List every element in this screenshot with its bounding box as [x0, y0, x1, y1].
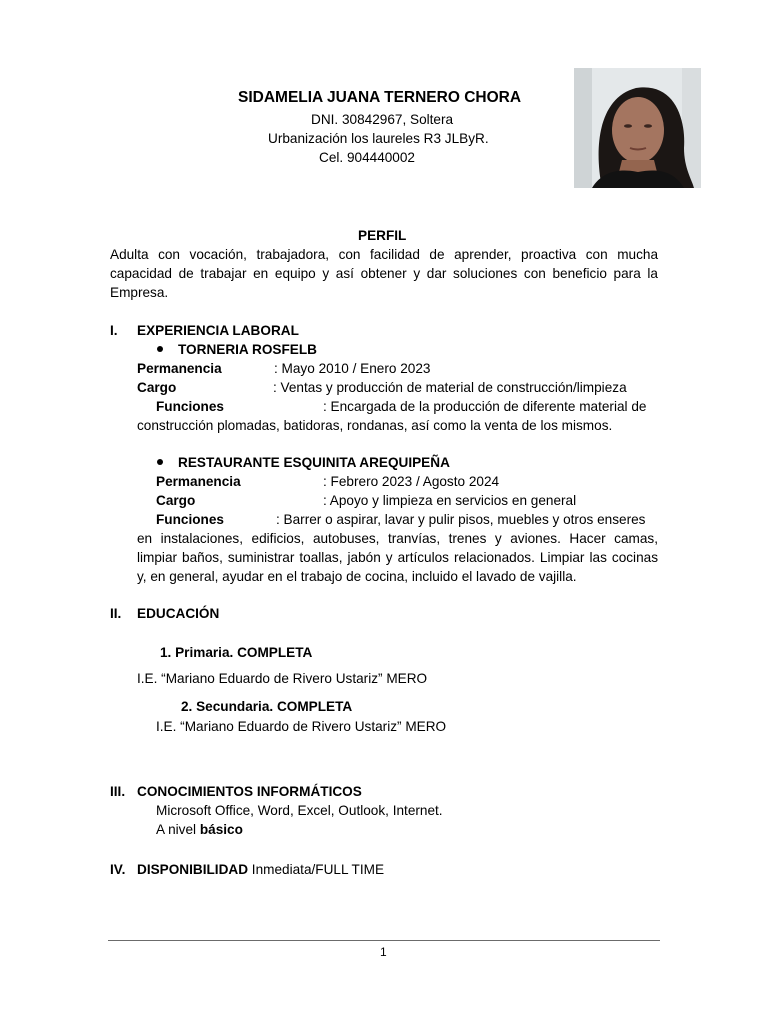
- dni-line: DNI. 30842967, Soltera: [311, 112, 454, 127]
- disponibilidad-number: IV.: [110, 862, 126, 877]
- job-funciones-value: : Encargada de la producción de diferente material de: [323, 399, 647, 414]
- phone-line: Cel. 904440002: [319, 150, 415, 165]
- job-company: [157, 453, 450, 472]
- education-level: 2. Secundaria. COMPLETA: [181, 699, 353, 714]
- experiencia-number: I.: [110, 323, 118, 338]
- disponibilidad-line: [137, 860, 384, 879]
- job-funciones-label: Funciones: [156, 512, 224, 527]
- bullet-icon: [157, 459, 163, 465]
- informatica-title: CONOCIMIENTOS INFORMÁTICOS: [137, 784, 362, 799]
- disponibilidad-title: DISPONIBILIDAD: [137, 862, 249, 877]
- perfil-title: PERFIL: [358, 228, 407, 243]
- education-school: I.E. “Mariano Eduardo de Rivero Ustariz” MERO: [156, 719, 447, 734]
- job-cargo-value: : Apoyo y limpieza en servicios en general: [323, 493, 577, 508]
- job-company: [157, 340, 317, 359]
- disponibilidad-value: Inmediata/FULL TIME: [248, 862, 385, 877]
- job-funciones-continued: en instalaciones, edificios, autobuses, tranvías, trenes y aviones. Hacer camas, limpiar baños, suministrar toallas, jabón y artículos relacionados. Limpiar las cocinas y, en general, ayudar en el trabajo de cocina, incluido el lavado de vajilla.: [137, 531, 658, 584]
- education-school: I.E. “Mariano Eduardo de Rivero Ustariz” MERO: [137, 671, 428, 686]
- informatica-level: [156, 820, 243, 839]
- education-level: 1. Primaria. COMPLETA: [160, 645, 313, 660]
- job-cargo-label: Cargo: [156, 493, 196, 508]
- experiencia-title: EXPERIENCIA LABORAL: [137, 323, 299, 338]
- bullet-icon: [157, 346, 163, 352]
- educacion-title: EDUCACIÓN: [137, 606, 220, 621]
- job-cargo-label: Cargo: [137, 380, 177, 395]
- candidate-name: SIDAMELIA JUANA TERNERO CHORA: [238, 89, 522, 106]
- job-company-label: RESTAURANTE ESQUINITA AREQUIPEÑA: [178, 455, 450, 470]
- informatica-software: Microsoft Office, Word, Excel, Outlook, Internet.: [156, 803, 443, 818]
- address-line: Urbanización los laureles R3 JLByR.: [268, 131, 489, 146]
- footer-divider: [108, 940, 660, 941]
- informatica-number: III.: [110, 784, 126, 799]
- job-funciones-value: : Barrer o aspirar, lavar y pulir pisos, muebles y otros enseres: [276, 512, 646, 527]
- job-permanencia-value: : Mayo 2010 / Enero 2023: [274, 361, 431, 376]
- job-permanencia-value: : Febrero 2023 / Agosto 2024: [323, 474, 500, 489]
- job-company-label: TORNERIA ROSFELB: [178, 342, 317, 357]
- job-funciones-label: Funciones: [156, 399, 224, 414]
- profile-photo: [574, 68, 701, 188]
- job-funciones-continued: construcción plomadas, batidoras, rondanas, así como la venta de los mismos.: [137, 418, 613, 433]
- page-number: 1: [380, 945, 387, 959]
- perfil-text: Adulta con vocación, trabajadora, con facilidad de aprender, proactiva con mucha capacidad de trabajar en equipo y así obtener y dar soluciones con beneficio para la Empresa.: [110, 247, 658, 300]
- educacion-number: II.: [110, 606, 122, 621]
- informatica-level-prefix: A nivel: [156, 822, 200, 837]
- informatica-level-value: básico: [199, 822, 243, 837]
- job-permanencia-label: Permanencia: [137, 361, 222, 376]
- job-permanencia-label: Permanencia: [156, 474, 241, 489]
- job-cargo-value: : Ventas y producción de material de construcción/limpieza: [273, 380, 627, 395]
